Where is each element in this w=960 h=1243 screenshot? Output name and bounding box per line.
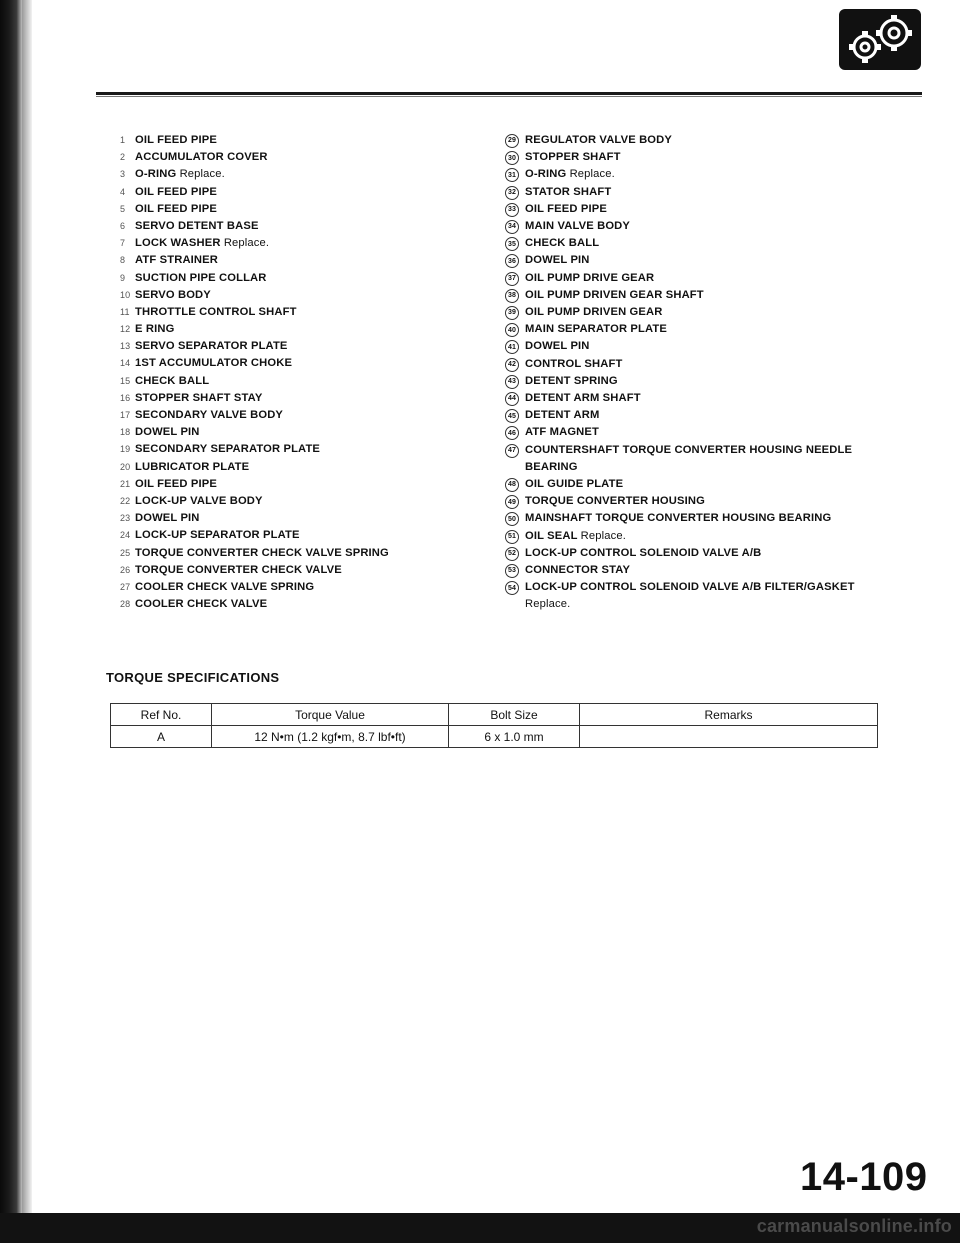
list-item [505,201,895,218]
item-number: 12 [120,324,131,335]
list-item [505,356,895,373]
list-item [120,441,450,458]
list-item [505,510,895,527]
list-item [120,596,450,613]
item-note: Replace. [569,168,615,181]
item-label-wrap [135,235,269,252]
item-number: 50 [505,512,519,526]
list-item [505,132,895,149]
list-item [120,132,450,149]
cell-bolt-size: 6 x 1.0 mm [449,726,580,748]
item-label: SUCTION PIPE COLLAR [135,271,267,284]
item-label-wrap [525,304,662,321]
list-item [120,270,450,287]
item-label-wrap [135,562,342,579]
item-number: 42 [505,358,519,372]
list-item [120,373,450,390]
item-label: TORQUE CONVERTER CHECK VALVE SPRING [135,546,389,559]
item-label: SERVO SEPARATOR PLATE [135,340,288,353]
list-item [505,528,895,545]
item-number: 29 [505,134,519,148]
item-label-wrap [525,390,641,407]
item-label: CONTROL SHAFT [525,357,623,370]
item-number: 51 [505,530,519,544]
cell-remarks [580,726,878,748]
item-number: 47 [505,444,519,458]
item-number: 25 [120,547,131,558]
item-label: OIL PUMP DRIVE GEAR [525,271,655,284]
item-number: 45 [505,409,519,423]
item-number: 14 [120,358,131,369]
item-number: 38 [505,289,519,303]
item-note: Replace. [223,237,270,250]
item-number: 26 [120,564,131,575]
list-item [505,407,895,424]
item-label: COUNTERSHAFT TORQUE CONVERTER HOUSING NEEDLE BEARING [525,443,853,473]
list-item [505,493,895,510]
item-label-wrap [135,510,200,527]
item-label: OIL FEED PIPE [135,477,217,490]
item-number: 7 [120,238,126,249]
item-number: 6 [120,220,126,231]
item-label-wrap [135,287,211,304]
item-label: SECONDARY SEPARATOR PLATE [135,443,321,456]
item-number: 34 [505,220,519,234]
list-item [120,149,450,166]
list-item [505,424,895,441]
item-label-wrap [525,201,607,218]
item-label: DOWEL PIN [525,340,590,353]
item-label: ACCUMULATOR COVER [135,151,268,164]
item-label-wrap [525,132,672,149]
list-item [120,579,450,596]
binding-edge [0,0,22,1243]
item-label: SECONDARY VALVE BODY [135,409,284,421]
list-item [505,373,895,390]
item-label: MAIN SEPARATOR PLATE [525,323,668,336]
item-label: CONNECTOR STAY [525,564,631,577]
list-item [505,218,895,235]
item-number: 4 [120,186,126,197]
item-number: 8 [120,255,126,266]
item-label-wrap [525,338,590,355]
item-label-wrap [135,338,288,355]
item-number: 41 [505,340,519,354]
page-number: 14-109 [800,1155,928,1199]
item-label-wrap [525,252,590,269]
list-item [120,407,450,424]
list-item [120,201,450,218]
item-label-wrap [525,184,611,201]
item-number: 37 [505,272,519,286]
item-number: 32 [505,186,519,200]
list-item [120,562,450,579]
item-label: REGULATOR VALVE BODY [525,134,672,146]
item-label-wrap [525,149,621,166]
item-number: 44 [505,392,519,406]
item-label: SERVO BODY [135,288,211,301]
item-number: 36 [505,254,519,268]
item-label-wrap [135,321,174,338]
list-item [505,287,895,304]
item-label: OIL GUIDE PLATE [525,478,624,491]
list-item [505,579,895,613]
item-label: MAINSHAFT TORQUE CONVERTER HOUSING BEARING [525,512,832,525]
item-number: 23 [120,513,131,524]
list-item [120,527,450,544]
item-label-wrap [525,270,654,287]
list-item [120,252,450,269]
item-number: 27 [120,581,131,592]
list-item [505,338,895,355]
item-label: OIL SEAL [525,529,578,542]
item-label: LOCK-UP CONTROL SOLENOID VALVE A/B FILTER/GASKET [525,581,855,594]
item-label-wrap [525,545,761,562]
item-label: DOWEL PIN [525,254,590,267]
item-label-wrap [135,441,320,458]
item-label: CHECK BALL [525,237,600,250]
item-label: OIL FEED PIPE [135,202,217,215]
item-label: TORQUE CONVERTER CHECK VALVE [135,563,342,576]
item-label-wrap [525,493,705,510]
item-label: COOLER CHECK VALVE SPRING [135,580,315,593]
item-number: 54 [505,581,519,595]
col-header-ref-no: Ref No. [111,704,212,726]
list-item [120,390,450,407]
item-label-wrap [525,579,895,613]
item-label: OIL PUMP DRIVEN GEAR SHAFT [525,288,704,301]
list-item [505,562,895,579]
item-number: 18 [120,427,131,438]
item-number: 15 [120,375,131,386]
parts-list-left [120,132,450,613]
list-item [505,149,895,166]
item-label-wrap [525,476,623,493]
list-item [120,338,450,355]
item-label: TORQUE CONVERTER HOUSING [525,495,705,508]
item-label-wrap [525,442,895,476]
item-label: ATF STRAINER [135,254,219,267]
item-label: DETENT ARM [525,409,600,422]
item-label: ATF MAGNET [525,426,599,439]
item-label: LOCK-UP CONTROL SOLENOID VALVE A/B [525,546,762,559]
item-label-wrap [525,562,630,579]
list-item [505,235,895,252]
footer-watermark[interactable]: carmanualsonline.info [756,1216,952,1236]
item-number: 11 [120,306,130,317]
list-item [505,545,895,562]
item-number: 33 [505,203,519,217]
list-item [120,459,450,476]
item-number: 22 [120,495,131,506]
list-item [120,166,450,183]
item-number: 9 [120,272,126,283]
item-label: DETENT SPRING [525,374,618,387]
item-label-wrap [525,321,667,338]
item-number: 13 [120,341,131,352]
item-number: 16 [120,392,131,403]
item-label: COOLER CHECK VALVE [135,598,268,611]
list-item [505,321,895,338]
item-label-wrap [135,201,217,218]
list-item [120,235,450,252]
item-label: DOWEL PIN [135,426,200,439]
col-header-bolt-size: Bolt Size [449,704,580,726]
item-note: Replace. [580,529,627,542]
item-number: 5 [120,203,126,214]
item-label: DETENT ARM SHAFT [525,392,641,405]
gears-icon [839,9,921,70]
item-label-wrap [135,304,297,321]
list-item [120,184,450,201]
cell-ref-no: A [111,726,212,748]
item-number: 35 [505,237,519,251]
list-item [505,476,895,493]
item-label-wrap [135,493,263,510]
item-label: STOPPER SHAFT [525,151,621,164]
item-label-wrap [135,166,225,183]
item-label-wrap [135,390,262,407]
item-label-wrap [135,252,218,269]
item-label: SERVO DETENT BASE [135,219,259,232]
item-note: Replace. [179,168,225,181]
list-item [505,390,895,407]
item-label-wrap [135,218,259,235]
item-label: DOWEL PIN [135,512,200,525]
item-label: OIL PUMP DRIVEN GEAR [525,306,663,319]
list-item [120,493,450,510]
binding-edge-shadow [22,0,32,1243]
item-number: 31 [505,168,519,182]
item-number: 17 [120,410,131,420]
item-label-wrap [135,579,314,596]
item-label-wrap [525,424,599,441]
item-label: O-RING [135,168,177,181]
item-label: LOCK WASHER [135,237,221,250]
item-label: LUBRICATOR PLATE [135,460,250,473]
item-label: STATOR SHAFT [525,185,612,198]
parts-list-right [505,132,895,614]
item-label-wrap [135,545,389,562]
list-item [120,321,450,338]
item-number: 30 [505,151,519,165]
item-number: 1 [120,135,126,145]
item-label-wrap [525,356,622,373]
item-number: 3 [120,169,126,180]
item-number: 48 [505,478,519,492]
col-header-remarks: Remarks [580,704,878,726]
item-number: 53 [505,564,519,578]
item-number: 20 [120,461,131,472]
item-label: STOPPER SHAFT STAY [135,391,263,404]
item-label-wrap [525,407,599,424]
item-number: 40 [505,323,519,337]
item-label-wrap [135,270,267,287]
item-label-wrap [135,596,267,613]
col-header-torque-value: Torque Value [212,704,449,726]
item-label-wrap [135,355,292,372]
item-number: 39 [505,306,519,320]
item-label-wrap [525,528,626,545]
item-label-wrap [135,476,217,493]
list-item [120,287,450,304]
torque-table [110,703,878,748]
list-item [505,270,895,287]
item-note: Replace. [525,598,571,611]
item-label-wrap [135,184,217,201]
list-item [505,184,895,201]
table-row [111,726,878,748]
list-item [120,545,450,562]
list-item [120,218,450,235]
item-number: 21 [120,478,131,489]
item-label-wrap [135,424,200,441]
item-number: 28 [120,599,131,610]
list-item [505,166,895,183]
list-item [505,304,895,321]
item-label: CHECK BALL [135,374,210,387]
item-label-wrap [525,373,618,390]
item-label: THROTTLE CONTROL SHAFT [135,305,297,318]
item-label: LOCK-UP VALVE BODY [135,494,263,507]
list-item [505,252,895,269]
item-number: 49 [505,495,519,509]
item-number: 24 [120,530,131,541]
list-item [120,476,450,493]
item-label-wrap [135,132,217,149]
item-number: 43 [505,375,519,389]
item-label-wrap [135,527,300,544]
item-label-wrap [525,166,615,183]
item-label-wrap [135,407,283,424]
list-item [505,442,895,476]
item-label-wrap [525,510,831,527]
list-item [120,510,450,527]
item-label: MAIN VALVE BODY [525,220,631,233]
item-label-wrap [525,218,630,235]
list-item [120,304,450,321]
item-label: OIL FEED PIPE [135,134,217,146]
item-number: 19 [120,444,131,455]
item-label: OIL FEED PIPE [135,185,217,198]
torque-table-header-row [111,704,878,726]
item-number: 2 [120,152,126,163]
item-label: E RING [135,323,175,336]
torque-specifications-title: TORQUE SPECIFICATIONS [106,670,280,685]
item-label-wrap [135,149,268,166]
cell-torque-value: 12 N•m (1.2 kgf•m, 8.7 lbf•ft) [212,726,449,748]
item-label: 1ST ACCUMULATOR CHOKE [135,357,293,370]
item-label-wrap [135,459,249,476]
list-item [120,424,450,441]
item-label: LOCK-UP SEPARATOR PLATE [135,529,300,542]
item-label: OIL FEED PIPE [525,202,607,215]
item-label: O-RING [525,168,567,181]
header-rule [96,92,922,95]
header-rule-thin [96,96,922,97]
item-number: 10 [120,289,131,300]
item-label-wrap [525,235,599,252]
item-label-wrap [525,287,704,304]
list-item [120,355,450,372]
item-label-wrap [135,373,209,390]
item-number: 52 [505,547,519,561]
item-number: 46 [505,426,519,440]
